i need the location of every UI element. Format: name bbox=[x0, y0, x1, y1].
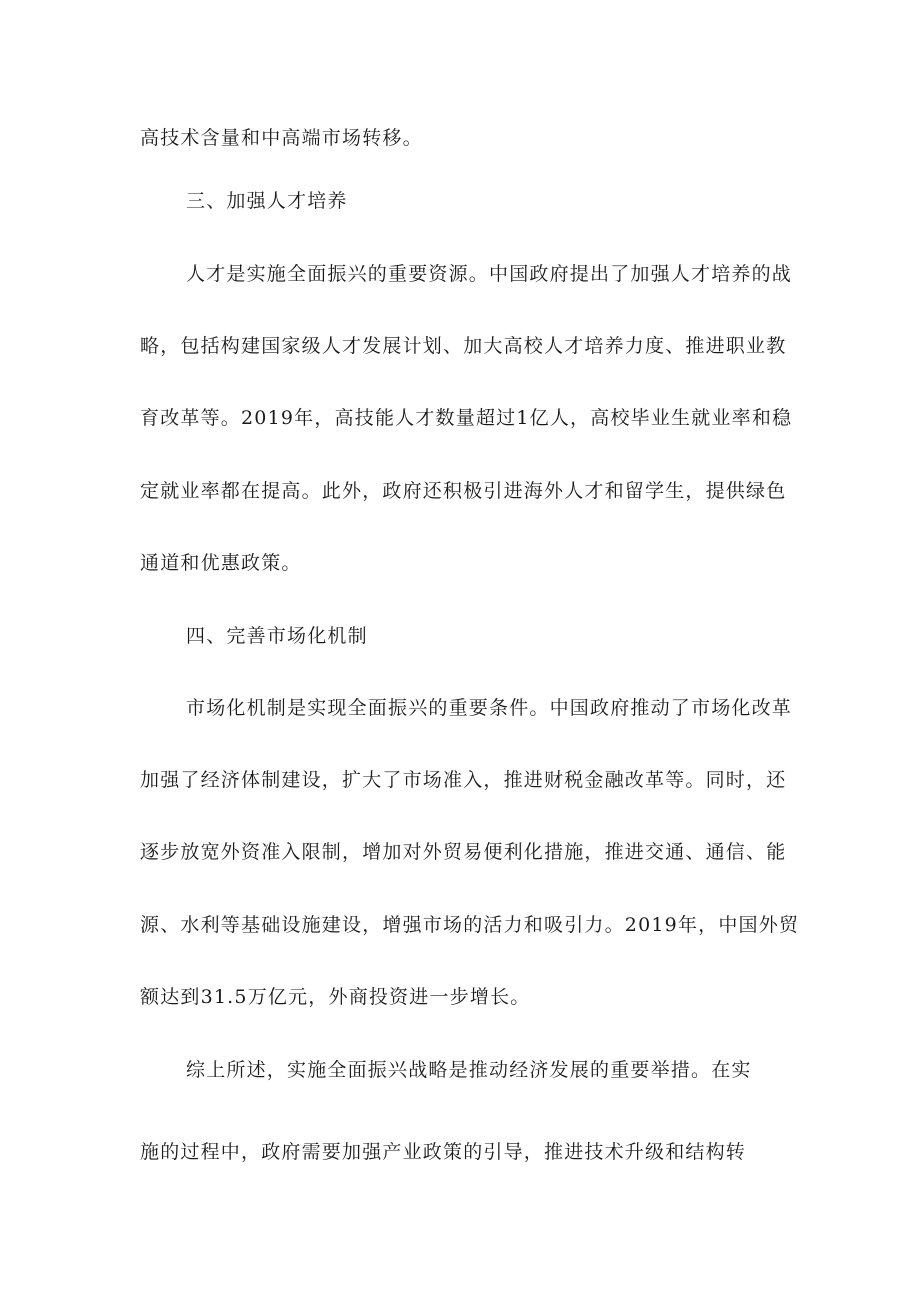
paragraph-line: 育改革等。2019年，高技能人才数量超过1亿人，高校毕业生就业率和稳 bbox=[140, 407, 793, 429]
paragraph-line: 加强了经济体制建设，扩大了市场准入，推进财税金融改革等。同时，还 bbox=[140, 769, 787, 791]
paragraph-line: 通道和优惠政策。 bbox=[140, 552, 302, 574]
paragraph-line: 逐步放宽外资准入限制，增加对外贸易便利化措施，推进交通、通信、能 bbox=[140, 841, 787, 863]
paragraph-line: 施的过程中，政府需要加强产业政策的引导，推进技术升级和结构转 bbox=[140, 1141, 747, 1163]
paragraph-line: 额达到31.5万亿元，外商投资进一步增长。 bbox=[140, 986, 531, 1008]
paragraph-line: 源、水利等基础设施建设，增强市场的活力和吸引力。2019年，中国外贸 bbox=[140, 914, 800, 936]
paragraph-line: 定就业率都在提高。此外，政府还积极引进海外人才和留学生，提供绿色 bbox=[140, 480, 787, 502]
paragraph-line: 市场化机制是实现全面振兴的重要条件。中国政府推动了市场化改革 bbox=[186, 697, 793, 719]
paragraph-line: 综上所述，实施全面振兴战略是推动经济发展的重要举措。在实 bbox=[186, 1059, 752, 1081]
paragraph-line: 人才是实施全面振兴的重要资源。中国政府提出了加强人才培养的战 bbox=[186, 263, 793, 285]
section-heading-3: 三、加强人才培养 bbox=[186, 190, 348, 212]
paragraph-line: 略，包括构建国家级人才发展计划、加大高校人才培养力度、推进职业教 bbox=[140, 335, 787, 357]
paragraph-line: 高技术含量和中高端市场转移。 bbox=[140, 127, 423, 149]
section-heading-4: 四、完善市场化机制 bbox=[186, 625, 368, 647]
